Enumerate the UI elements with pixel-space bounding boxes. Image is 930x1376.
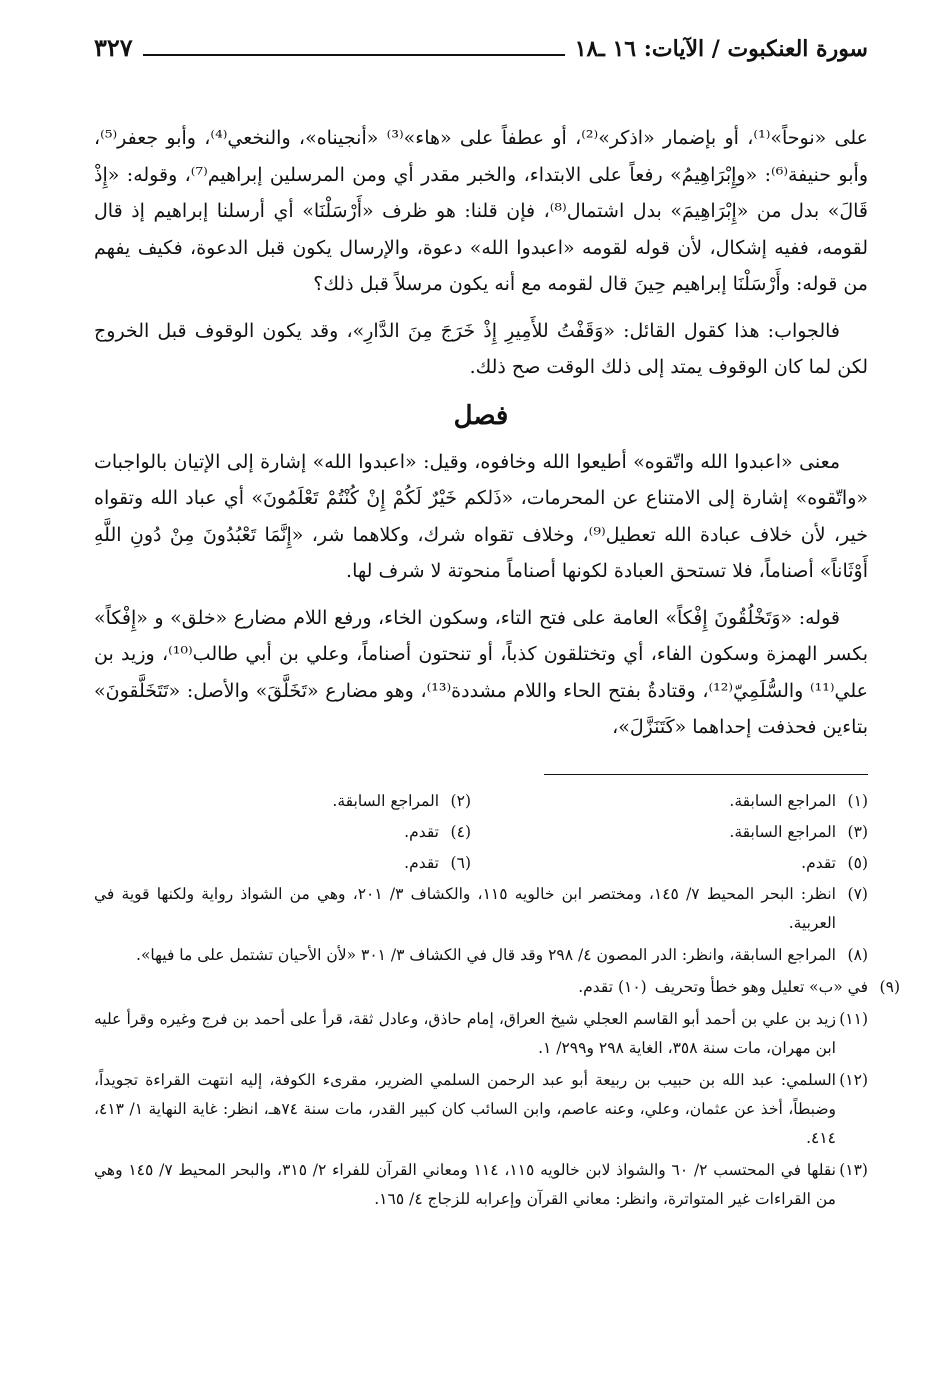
running-header [94,28,868,62]
footnote-12 [94,1066,868,1153]
paragraph-1: على «نوحاً»⁽¹⁾، أو بإضمار «اذكر»⁽²⁾، أو عطفاً على «هاء»⁽³⁾ «أنجيناه»، والنخعي⁽⁴⁾، وأبو جعفر⁽⁵⁾، وأبو حنيفة⁽⁶⁾: «وإِبْرَاهِيمُ» رفعاً على الابتداء، والخبر مقدر أي ومن المرسلين إبراهيم⁽⁷⁾، وقوله: «إِذْ قَالَ» بدل من «إِبْرَاهِيمَ» بدل اشتمال⁽⁸⁾، فإن قلنا: هو ظرف «أَرْسَلْنَا» أي أرسلنا إبراهيم إذ قال لقومه، ففيه إشكال، لأن قوله لقومه «اعبدوا الله» دعوة، والإرسال يكون قبل الدعوة، فكيف يفهم من قوله: وأَرْسَلْنَا إبراهيم حِينَ قال لقومه مع أنه يكون مرسلاً قبل ذلك؟ [94,127,869,295]
footnote-text: تقدم. [404,853,439,872]
footnote-divider [544,774,868,775]
footnote-3 [491,818,868,847]
footnote-number: (١١) [839,1009,868,1028]
footnote-8 [94,941,868,970]
paragraph-4: قوله: «وَتَخْلُقُونَ إِفْكاً» العامة على فتح التاء، وسكون الخاء، ورفع اللام مضارع «خلق» و «إِفْكاً» بكسر الهمزة وسكون الفاء، أي وتختلقون كذباً، أو تنحتون أصناماً، وعلي بن أبي طالب⁽¹⁰⁾، وزيد بن علي⁽¹¹⁾ والسُّلَمِيّ⁽¹²⁾، وقتادةُ بفتح الحاء واللام مشددة⁽¹³⁾، وهو مضارع «تَخَلَّقَ» والأصل: «تَتَخَلَّقونَ» بتاءين فحذفت إحداهما «كَتَنَزَّلَ»، [94,606,868,738]
footnotes [94,787,900,1214]
footnote-text: المراجع السابقة. [729,822,836,841]
header-rule [143,54,565,56]
footnote-text: المراجع السابقة. [729,791,836,810]
footnote-9 [654,973,900,1002]
footnote-11 [94,1005,868,1063]
footnote-number: (١٢) [839,1070,868,1089]
footnote-1 [491,787,868,816]
header-title: سورة العنكبوت / الآيات: ١٦ ـ١٨ [574,36,868,62]
footnote-text: زيد بن علي بن أحمد أبو القاسم العجلي شيخ العراق، إمام حاذق، وعادل ثقة، قرأ على أحمد بن فرج وغيره وقرأ عليه ابن مهران، مات سنة ٣٥٨، الغاية ٢٩٨ و٢٩٩/ ١. [94,1009,836,1057]
footnote-text: تقدم. [578,977,614,996]
paragraph-3: معنى «اعبدوا الله واتّقوه» أطيعوا الله وخافوه، وقيل: «اعبدوا الله» إشارة إلى الإتيان بالواجبات «واتّقوه» إشارة إلى الامتناع عن المحرمات، «ذَلكم خَيْرٌ لَكُمْ إِنْ كُنْتُمْ تَعْلَمُونَ» أي عباد الله وتقواه خير، لأن خلاف عبادة الله تعطيل⁽⁹⁾، وخلاف تقواه شرك، وكلاهما شر، «إِنَّمَا تَعْبُدُونَ مِنْ دُونِ اللَّهِ أَوْثَاناً» أصناماً، فلا تستحق العبادة لكونها أصناماً منحوتة لا شرف لها. [94,450,868,582]
footnote-number: (٥) [847,853,868,872]
footnote-number: (١٠) [617,977,647,996]
footnote-number: (١٣) [839,1160,868,1179]
footnote-text: في «ب» تعليل وهو خطأ وتحريف [654,977,868,996]
footnote-number: (٢) [450,791,471,810]
section-title: فصل [453,400,509,431]
footnote-5 [491,849,868,878]
footnote-text: السلمي: عبد الله بن حبيب بن ربيعة أبو عبد الرحمن السلمي الضرير، مقرىء الكوفة، إليه انتهت القراءة تجويداً، وضبطاً، أخذ عن عثمان، وعلي، وعنه عاصم، وابن السائب كان كبير القدر، مات سنة ٧٤هـ، انظر: غاية النهاية ١/ ٤١٣، ٤١٤. [94,1070,837,1147]
footnote-10 [578,973,647,1002]
page-number: ٣٢٧ [94,33,133,62]
footnote-13 [94,1156,868,1214]
main-text [94,120,868,746]
footnote-text: انظر: البحر المحيط ٧/ ١٤٥، ومختصر ابن خالويه ١١٥، والكشاف ٣/ ٢٠١، وهي من الشواذ رواية ولكنها قوية في العربية. [94,884,836,932]
short-footnotes [94,787,868,880]
footnote-text: نقلها في المحتسب ٢/ ٦٠ والشواذ لابن خالويه ١١٥، ١١٤ ومعاني القرآن للفراء ٢/ ٣١٥، والبحر المحيط ٧/ ١٤٥ وهي من القراءات غير المتواترة، وانظر: معاني القرآن وإعرابه للزجاج ٤/ ١٦٥. [94,1160,836,1208]
footnote-number: (٨) [847,945,868,964]
footnote-number: (١) [847,791,868,810]
footnote-number: (٣) [847,822,868,841]
footnote-9-10-row [94,973,900,1002]
footnote-2 [94,787,471,816]
footnote-number: (٧) [847,884,868,903]
footnote-number: (٤) [450,822,471,841]
footnote-6 [94,849,471,878]
footnote-number: (٩) [879,977,900,996]
footnote-text: المراجع السابقة. [332,791,439,810]
footnote-number: (٦) [450,853,471,872]
footnote-text: تقدم. [801,853,836,872]
footnote-7 [94,880,868,938]
paragraph-2: فالجواب: هذا كقول القائل: «وَقَفْتُ للأَمِيرِ إِذْ خَرَجَ مِنَ الدَّارِ»، وقد يكون الوقوف قبل الخروج لكن لما كان الوقوف يمتد إلى ذلك الوقت صح ذلك. [94,319,868,378]
footnote-text: تقدم. [404,822,439,841]
footnote-4 [94,818,471,847]
footnote-text: المراجع السابقة، وانظر: الدر المصون ٤/ ٢٩٨ وقد قال في الكشاف ٣/ ٣٠١ «لأن الأحيان تشتمل على ما فيها». [136,945,836,964]
